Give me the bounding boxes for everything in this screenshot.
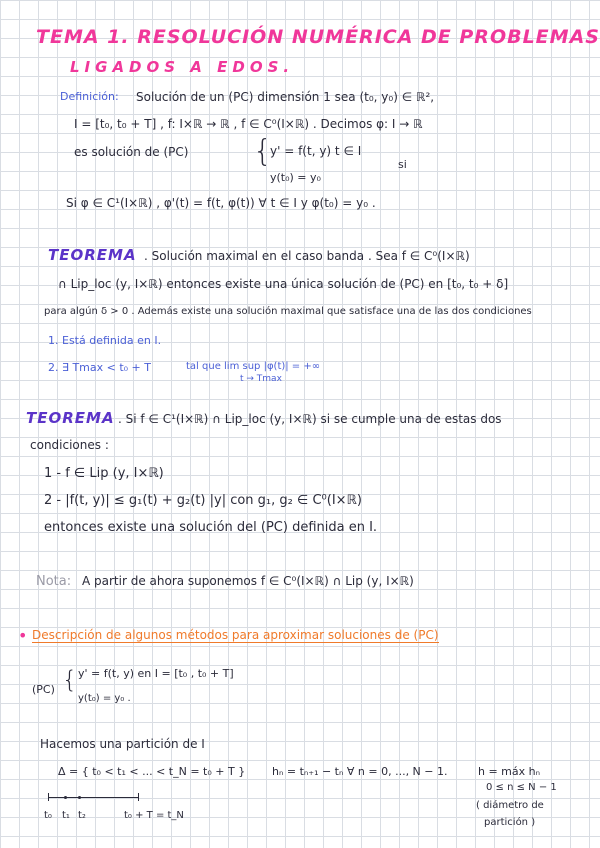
partition-def: Δ = { t₀ < t₁ < ... < t_N = t₀ + T } bbox=[58, 765, 246, 778]
definition-line2: I = [t₀, t₀ + T] , f: I×ℝ → ℝ , f ∈ C⁰(I×ℝ) . Decimos φ: I → ℝ bbox=[74, 117, 423, 131]
diagram-label-tN: t₀ + T = t_N bbox=[124, 810, 184, 821]
diagram-label-t0: t₀ bbox=[44, 810, 52, 821]
methods-heading: Descripción de algunos métodos para aproximar soluciones de (PC) bbox=[32, 628, 439, 642]
definition-label: Definición: bbox=[60, 90, 119, 103]
definition-system-eq1: y' = f(t, y) t ∈ I bbox=[270, 144, 362, 158]
theorem2-cond2: 2 - |f(t, y)| ≤ g₁(t) + g₂(t) |y| con g₁, g₂ ∈ C⁰(I×ℝ) bbox=[44, 493, 362, 508]
h-range: 0 ≤ n ≤ N − 1 bbox=[486, 782, 557, 793]
note-label: Nota: bbox=[36, 574, 72, 589]
definition-line4: Si φ ∈ C¹(I×ℝ) , φ'(t) = f(t, φ(t)) ∀ t ∈ I y φ(t₀) = y₀ . bbox=[66, 196, 376, 210]
partition-intro: Hacemos una partición de I bbox=[40, 737, 205, 751]
partition-diagram-line bbox=[48, 797, 138, 798]
h-def: h = máx hₙ bbox=[478, 765, 540, 778]
partition-tick-end bbox=[138, 793, 139, 801]
theorem1-cond2-c: t → Tmax bbox=[240, 374, 282, 384]
definition-line3: es solución de (PC) bbox=[74, 145, 189, 159]
note-text: A partir de ahora suponemos f ∈ C⁰(I×ℝ) ∩ Lip (y, I×ℝ) bbox=[82, 574, 414, 588]
theorem1-cond2-b: tal que lim sup |φ(t)| = +∞ bbox=[186, 361, 321, 372]
h-note-line1: ( diámetro de bbox=[476, 800, 544, 811]
pc-brace: { bbox=[62, 666, 78, 694]
theorem1-heading: TEOREMA bbox=[48, 246, 137, 264]
definition-system-eq2: y(t₀) = y₀ bbox=[270, 171, 321, 184]
pc-label: (PC) bbox=[32, 683, 55, 696]
theorem2-heading: TEOREMA bbox=[26, 409, 115, 427]
methods-bullet: • bbox=[18, 626, 28, 645]
definition-system-si: si bbox=[398, 158, 407, 171]
partition-dot-t2 bbox=[78, 796, 81, 799]
page-subtitle: LIGADOS A EDOS. bbox=[70, 58, 295, 76]
definition-line1: Solución de un (PC) dimensión 1 sea (t₀, y₀) ∈ ℝ², bbox=[136, 90, 435, 104]
page-title: TEMA 1. RESOLUCIÓN NUMÉRICA DE PROBLEMAS bbox=[36, 26, 600, 48]
diagram-label-t2: t₂ bbox=[78, 810, 86, 821]
theorem2-cond1: 1 - f ∈ Lip (y, I×ℝ) bbox=[44, 466, 164, 481]
h-note-line2: partición ) bbox=[484, 817, 536, 828]
theorem2-line2: condiciones : bbox=[30, 438, 109, 452]
theorem1-heading-rest: . Solución maximal en el caso banda . Sea f ∈ C⁰(I×ℝ) bbox=[144, 249, 470, 263]
theorem1-line2: ∩ Lip_loc (y, I×ℝ) entonces existe una única solución de (PC) en [t₀, t₀ + δ] bbox=[58, 277, 509, 291]
theorem2-conclusion: entonces existe una solución del (PC) definida en I. bbox=[44, 520, 378, 535]
pc-eq1: y' = f(t, y) en I = [t₀ , t₀ + T] bbox=[78, 667, 234, 680]
theorem2-heading-rest: . Si f ∈ C¹(I×ℝ) ∩ Lip_loc (y, I×ℝ) si se cumple una de estas dos bbox=[118, 412, 502, 426]
diagram-label-t1: t₁ bbox=[62, 810, 70, 821]
partition-tick-start bbox=[48, 793, 49, 801]
theorem1-cond1: 1. Está definida en I. bbox=[48, 334, 162, 347]
theorem1-line3: para algún δ > 0 . Además existe una solución maximal que satisface una de las dos condiciones bbox=[44, 306, 532, 317]
partition-dot-t1 bbox=[64, 796, 67, 799]
hn-def: hₙ = tₙ₊₁ − tₙ ∀ n = 0, ..., N − 1. bbox=[272, 765, 448, 778]
definition-brace: { bbox=[253, 134, 273, 169]
theorem1-cond2-a: 2. ∃ Tmax < t₀ + T bbox=[48, 361, 151, 374]
pc-eq2: y(t₀) = y₀ . bbox=[78, 693, 131, 704]
